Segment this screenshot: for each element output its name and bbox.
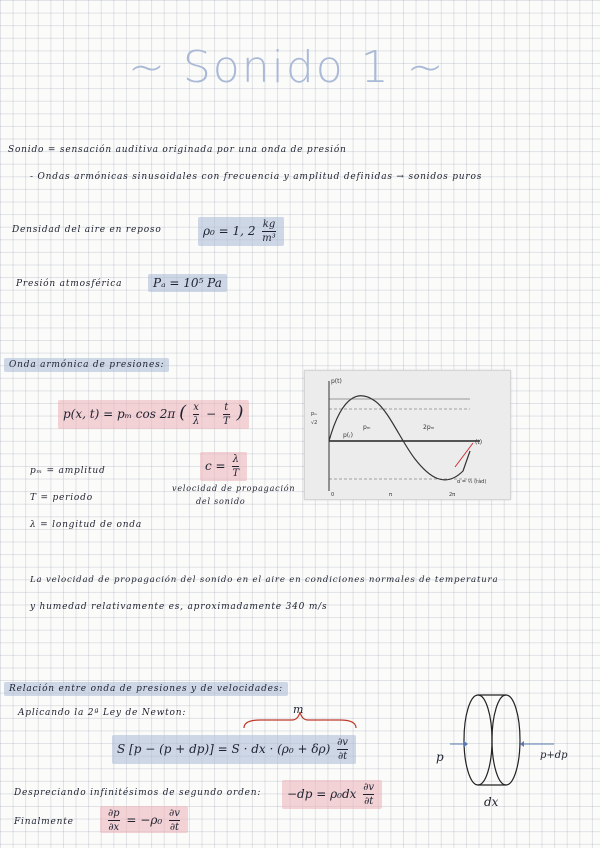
despreciando-formula bbox=[282, 780, 382, 809]
densidad-unit bbox=[262, 219, 276, 244]
graph-tick-pi: π bbox=[389, 492, 393, 498]
densidad-lhs: ρ₀ = 1, 2 bbox=[203, 224, 256, 238]
final-frac2-den: ∂t bbox=[169, 822, 180, 833]
desp-frac-num: ∂v bbox=[363, 782, 375, 793]
page-title: ~ Sonido 1 ~ bbox=[128, 42, 446, 93]
formula-x: x bbox=[193, 402, 199, 413]
aplicando-newton: Aplicando la 2ª Ley de Newton: bbox=[18, 708, 187, 718]
wave-graph-photo bbox=[304, 370, 511, 500]
paragraph-line-2: y humedad relativamente es, aproximadamente 340 m/s bbox=[30, 602, 328, 612]
final-frac1-den: ∂x bbox=[108, 822, 120, 833]
formula-lambda: λ bbox=[192, 416, 200, 427]
formula-t: t bbox=[224, 402, 229, 413]
graph-tick-0: 0 bbox=[331, 492, 335, 498]
newton-formula-lhs: S [p − (p + dp)] = S · dx · (ρ₀ + δρ) bbox=[117, 742, 331, 756]
densidad-formula bbox=[198, 217, 284, 246]
final-frac2-num: ∂v bbox=[169, 808, 180, 819]
newton-frac-den: ∂t bbox=[337, 751, 348, 762]
fluid-element-sketch bbox=[448, 690, 558, 800]
presion-formula: Pₐ = 10⁵ Pa bbox=[148, 274, 227, 292]
graph-pm-den: √2 bbox=[311, 420, 318, 426]
graph-label-2pm: 2pₘ bbox=[423, 424, 435, 431]
cylinder-bottom-label: dx bbox=[484, 795, 499, 809]
formula-T: T bbox=[222, 416, 230, 427]
finalmente-label: Finalmente bbox=[14, 817, 74, 827]
final-formula bbox=[100, 806, 188, 833]
graph-label-pm: pₘ bbox=[363, 424, 371, 431]
presion-label: Presión atmosférica bbox=[16, 279, 123, 289]
onda-header: Onda armónica de presiones: bbox=[4, 358, 169, 372]
pressure-wave-formula: p(x, t) = pₘ cos 2π ( $\frac{x}{\lambda}$ − $\frac{t}{T}$ ) bbox=[58, 400, 249, 429]
c-formula-den: T bbox=[232, 468, 240, 479]
graph-label-pr: p(₍) bbox=[343, 432, 353, 439]
densidad-unit-den: m³ bbox=[262, 233, 276, 244]
graph-legend: α = ½ (rad) bbox=[457, 479, 487, 485]
c-label-1: velocidad de propagación bbox=[172, 484, 296, 493]
cylinder-right-label: p+dp bbox=[540, 750, 568, 761]
desp-frac-den: ∂t bbox=[364, 796, 374, 807]
graph-y-label: p(t) bbox=[331, 378, 342, 385]
newton-frac-num: ∂v bbox=[337, 737, 348, 748]
ondas-definition: - Ondas armónicas sinusoidales con frecuencia y amplitud definidas → sonidos puros bbox=[30, 172, 483, 182]
graph-pm-num: pₘ bbox=[311, 411, 318, 417]
densidad-label: Densidad del aire en reposo bbox=[12, 225, 162, 235]
graph-x-label: (t) bbox=[475, 439, 483, 446]
final-formula-mid: = −ρ₀ bbox=[126, 813, 163, 827]
c-label-2: del sonido bbox=[196, 497, 246, 506]
graph-red-mark bbox=[455, 443, 473, 467]
paragraph-line-1: La velocidad de propagación del sonido en el aire en condiciones normales de temperatura bbox=[30, 575, 499, 585]
def-longitud: λ = longitud de onda bbox=[30, 520, 143, 530]
densidad-unit-num: kg bbox=[262, 219, 276, 230]
wave-graph bbox=[305, 371, 510, 499]
mass-label: m bbox=[293, 703, 304, 716]
c-formula-num: λ bbox=[232, 454, 239, 465]
def-amplitud: pₘ = amplitud bbox=[30, 466, 106, 476]
cylinder-front-face bbox=[464, 695, 492, 785]
sonido-definition: Sonido = sensación auditiva originada por una onda de presión bbox=[8, 145, 347, 155]
graph-tick-2pi: 2π bbox=[449, 492, 456, 498]
newton-formula bbox=[112, 735, 356, 764]
desp-formula-lhs: −dp = ρ₀dx bbox=[287, 787, 357, 801]
final-frac1-num: ∂p bbox=[108, 808, 120, 819]
cylinder-left-label: p bbox=[436, 750, 444, 764]
relacion-header: Relación entre onda de presiones y de velocidades: bbox=[4, 682, 288, 696]
def-periodo: T = periodo bbox=[30, 493, 93, 503]
pressure-formula-lhs: p(x, t) = pₘ cos 2π bbox=[63, 407, 176, 421]
despreciando-label: Despreciando infinitésimos de segundo orden: bbox=[14, 788, 262, 798]
c-formula-lhs: c = bbox=[205, 459, 226, 473]
cylinder-back-face bbox=[492, 695, 520, 785]
c-formula bbox=[200, 452, 247, 481]
